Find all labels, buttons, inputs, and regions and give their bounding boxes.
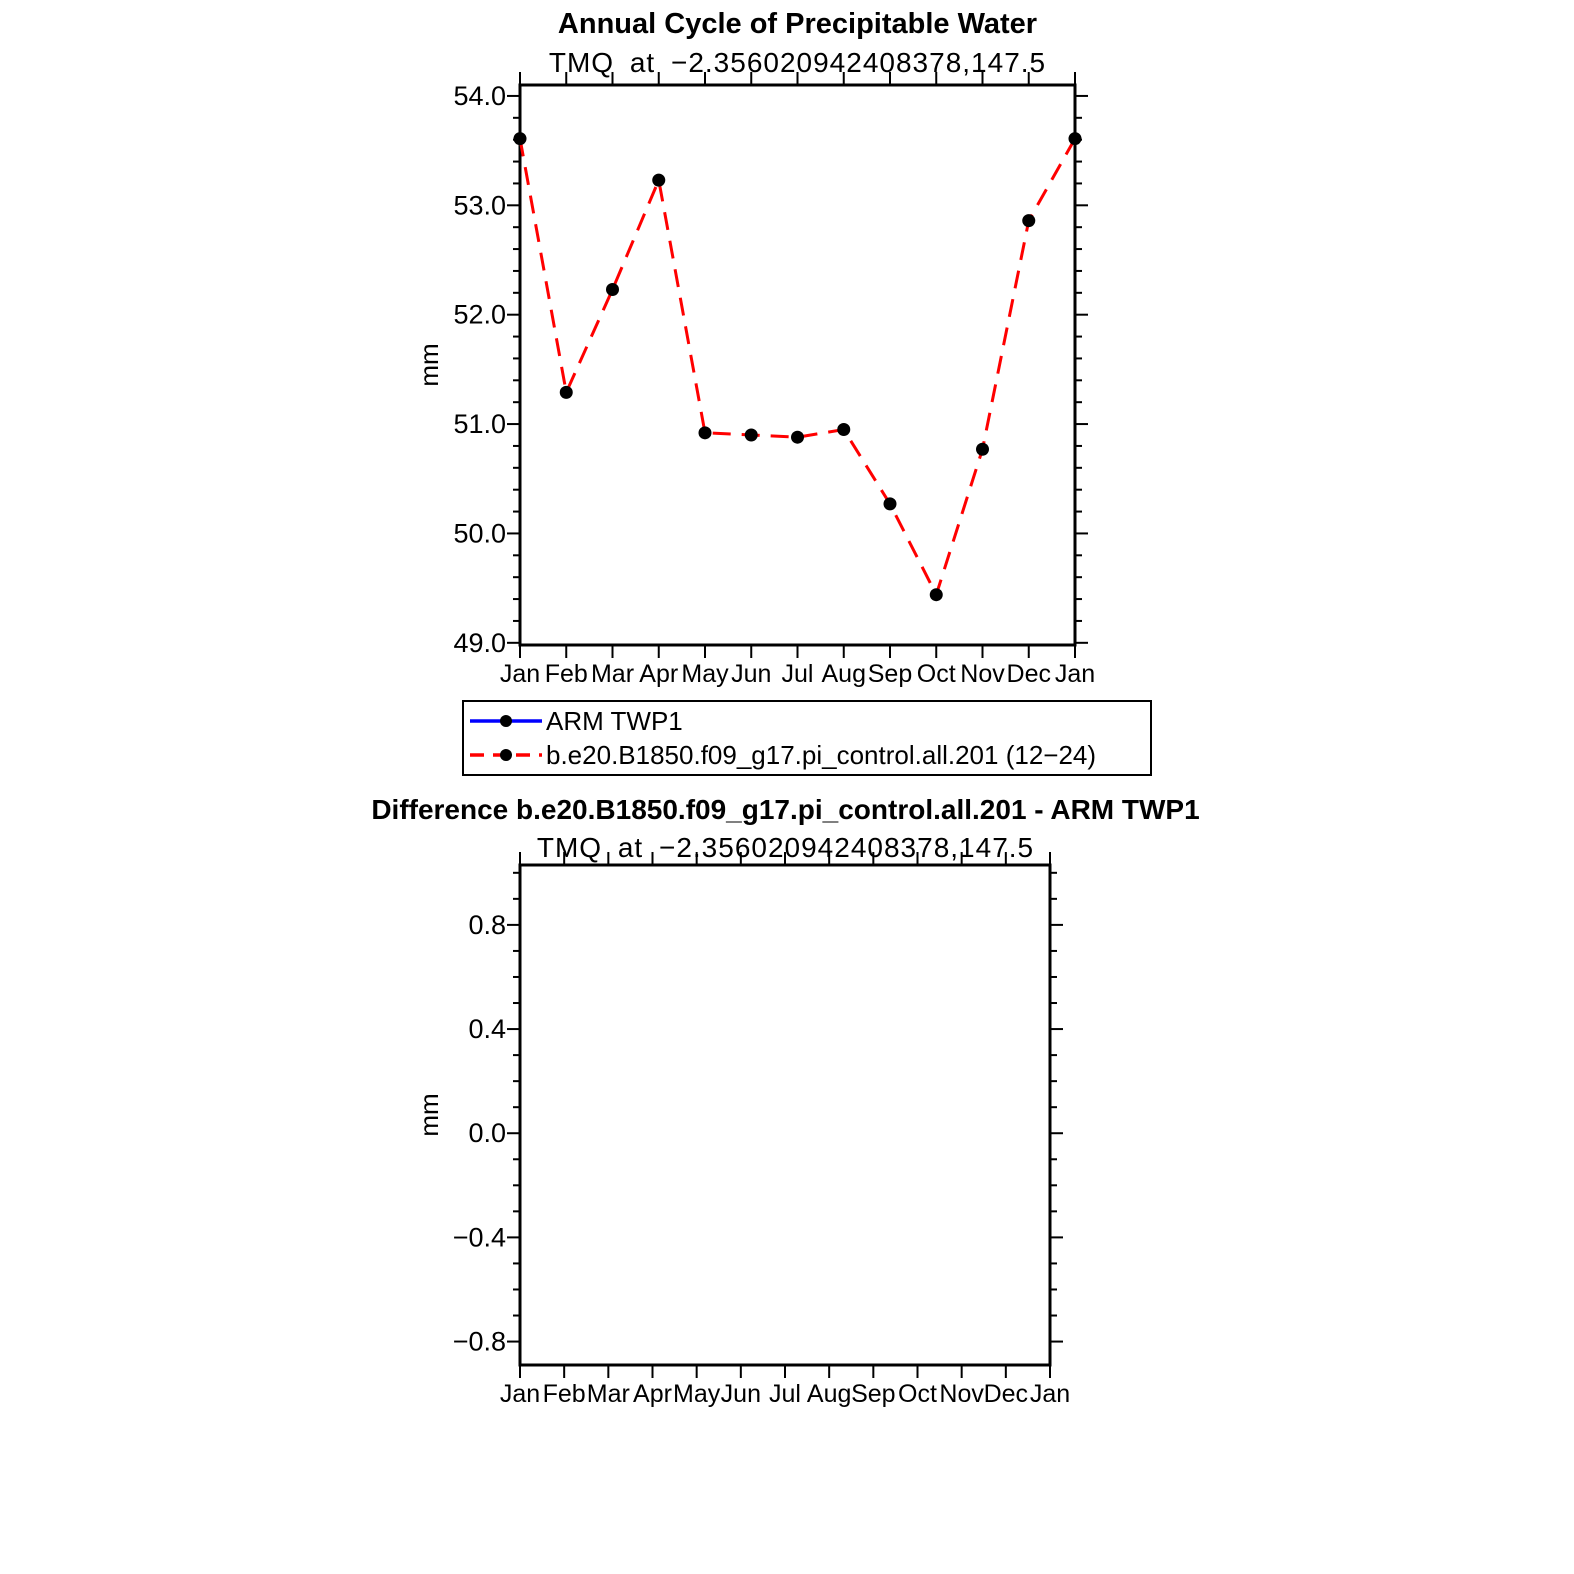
y-tick-label: −0.8 [452, 1326, 506, 1357]
x-tick-label: Apr [633, 1380, 672, 1408]
data-point [1069, 132, 1082, 145]
y-tick-label: 49.0 [453, 627, 506, 658]
y-tick-label: 54.0 [453, 80, 506, 111]
x-tick-label: Jun [731, 660, 772, 688]
legend-line-sample-dashed [468, 738, 544, 772]
top-chart-ylabel: mm [414, 343, 444, 387]
data-point [514, 132, 527, 145]
x-tick-label: Jun [720, 1380, 761, 1408]
bottom-chart-subtitle: TMQ at −2.356020942408378,147.5 [536, 832, 1035, 863]
bottom-chart-frame [520, 865, 1050, 1365]
bottom-chart-ylabel: mm [414, 1093, 444, 1137]
x-tick-label: Aug [821, 660, 866, 688]
y-tick-label: 0.4 [468, 1014, 506, 1045]
x-tick-label: Jan [1029, 1380, 1071, 1408]
data-point [837, 423, 850, 436]
x-tick-label: Jan [1054, 660, 1096, 688]
legend-marker-icon [500, 715, 512, 727]
x-tick-label: Nov [960, 660, 1005, 688]
x-tick-label: Jul [781, 660, 814, 688]
x-tick-label: May [673, 1380, 721, 1408]
y-tick-label: −0.4 [452, 1222, 506, 1253]
top-chart-title: Annual Cycle of Precipitable Water [557, 8, 1038, 40]
top-chart-subtitle: TMQ at −2.356020942408378,147.5 [548, 47, 1047, 78]
legend-label-obs: ARM TWP1 [546, 705, 683, 736]
x-tick-label: Oct [898, 1380, 937, 1408]
legend [462, 700, 1152, 776]
x-tick-label: May [681, 660, 729, 688]
legend-marker-icon [500, 749, 512, 761]
y-tick-label: 0.0 [468, 1118, 506, 1149]
x-tick-label: Apr [639, 660, 679, 688]
bottom-chart-title: Difference b.e20.B1850.f09_g17.pi_control.all.201 - ARM TWP1 [371, 794, 1200, 825]
data-point [745, 429, 758, 442]
legend-entry-model [468, 738, 1146, 772]
top-chart-x-axis [500, 72, 1095, 688]
data-point [976, 443, 989, 456]
x-tick-label: Dec [983, 1380, 1029, 1408]
x-tick-label: Jan [499, 1380, 541, 1408]
x-tick-label: Aug [806, 1380, 852, 1408]
y-tick-label: 0.8 [468, 909, 506, 940]
top-chart-frame [520, 85, 1075, 645]
y-tick-label: 50.0 [453, 518, 506, 549]
x-tick-label: Sep [851, 1380, 896, 1408]
legend-line-sample-solid [468, 704, 544, 738]
bottom-chart-plot-area [453, 852, 1070, 1408]
x-tick-label: Feb [544, 660, 588, 688]
data-point [1022, 214, 1035, 227]
data-point [560, 386, 573, 399]
y-tick-label: 51.0 [453, 409, 506, 440]
data-point [884, 497, 897, 510]
top-chart-series-1 [514, 132, 1082, 601]
x-tick-label: Feb [542, 1380, 586, 1408]
x-tick-label: Oct [916, 660, 956, 688]
x-tick-label: Mar [590, 660, 635, 688]
x-tick-label: Nov [939, 1380, 984, 1408]
data-point [699, 426, 712, 439]
y-tick-label: 52.0 [453, 299, 506, 330]
top-chart-plot-area [453, 72, 1095, 688]
data-point [791, 431, 804, 444]
series-line [520, 139, 1075, 595]
x-tick-label: Jan [499, 660, 541, 688]
top-chart-y-axis [453, 81, 1088, 658]
x-tick-label: Jul [769, 1380, 801, 1408]
x-tick-label: Mar [586, 1380, 630, 1408]
data-point [930, 588, 943, 601]
data-point [606, 283, 619, 296]
bottom-chart-y-axis [453, 873, 1063, 1357]
data-point [652, 174, 665, 187]
legend-label-model: b.e20.B1850.f09_g17.pi_control.all.201 (12−24) [546, 739, 1097, 770]
x-tick-label: Dec [1006, 660, 1051, 688]
bottom-chart-x-axis [500, 852, 1070, 1408]
x-tick-label: Sep [867, 660, 913, 688]
y-tick-label: 53.0 [453, 190, 506, 221]
legend-entry-obs [468, 704, 1146, 738]
